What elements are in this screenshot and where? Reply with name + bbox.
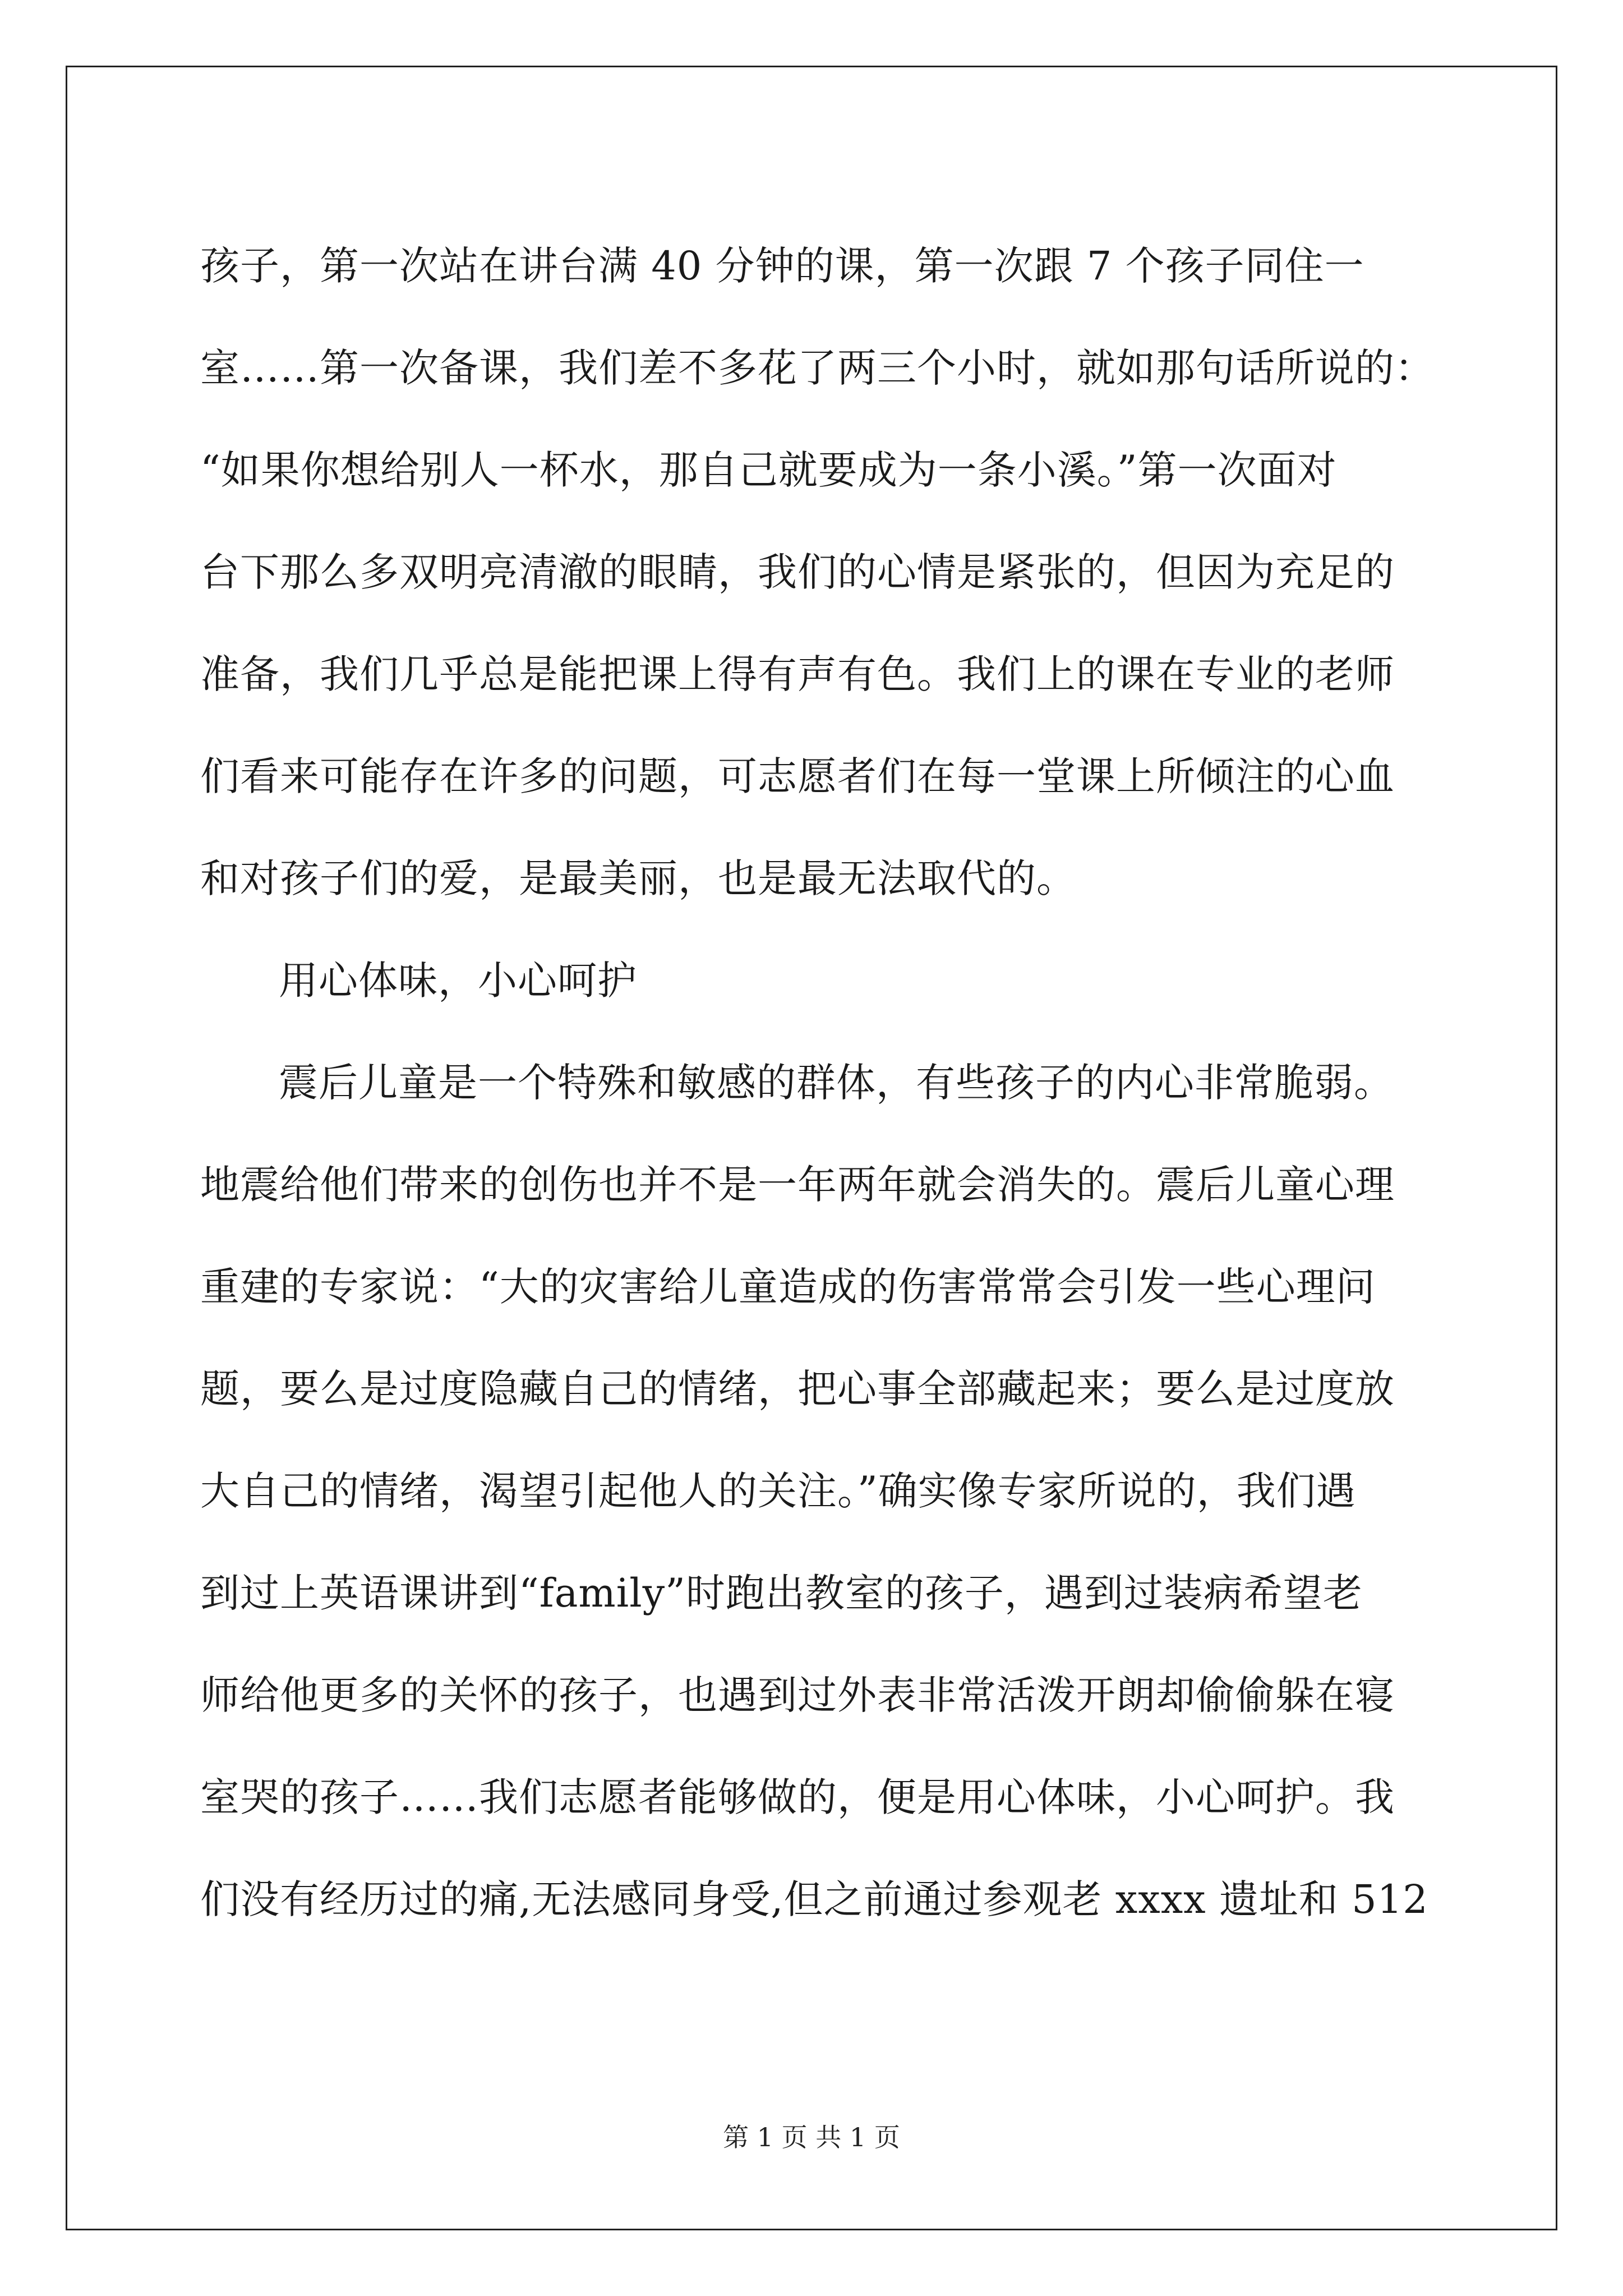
text-line: 地震给他们带来的创伤也并不是一年两年就会消失的。震后儿童心理 [200, 1162, 1395, 1208]
document-body [200, 215, 1434, 1950]
text-line: 室……第一次备课，我们差不多花了两三个小时，就如那句话所说的： [200, 345, 1435, 391]
text-line: 们没有经历过的痛,无法感同身受,但之前通过参观老 xxxx 遗址和 512 [200, 1876, 1428, 1922]
text-line: 室哭的孩子……我们志愿者能够做的，便是用心体味，小心呵护。我 [200, 1774, 1395, 1820]
text-line: 孩子，第一次站在讲台满 40 分钟的课，第一次跟 7 个孩子同住一 [200, 243, 1364, 289]
text-line: 题，要么是过度隐藏自己的情绪，把心事全部藏起来；要么是过度放 [200, 1366, 1395, 1412]
text-line: 们看来可能存在许多的问题，可志愿者们在每一堂课上所倾注的心血 [200, 753, 1395, 799]
text-line: 和对孩子们的爱，是最美丽，也是最无法取代的。 [200, 855, 1076, 901]
text-line: “如果你想给别人一杯水，那自己就要成为一条小溪。”第一次面对 [200, 447, 1337, 493]
text-line: 到过上英语课讲到“family”时跑出教室的孩子，遇到过装病希望老 [200, 1570, 1363, 1616]
page-number-footer: 第 1 页 共 1 页 [723, 2122, 900, 2152]
text-line: 重建的专家说：“大的灾害给儿童造成的伤害常常会引发一些心理问 [200, 1264, 1376, 1310]
text-line: 准备，我们几乎总是能把课上得有声有色。我们上的课在专业的老师 [200, 651, 1395, 697]
text-line: 台下那么多双明亮清澈的眼睛，我们的心情是紧张的，但因为充足的 [200, 549, 1395, 595]
section-heading: 用心体味，小心呵护 [279, 958, 637, 1004]
text-line: 震后儿童是一个特殊和敏感的群体，有些孩子的内心非常脆弱。 [279, 1060, 1394, 1106]
text-line: 大自己的情绪，渴望引起他人的关注。”确实像专家所说的，我们遇 [200, 1468, 1356, 1514]
text-line: 师给他更多的关怀的孩子，也遇到过外表非常活泼开朗却偷偷躲在寝 [200, 1672, 1395, 1718]
